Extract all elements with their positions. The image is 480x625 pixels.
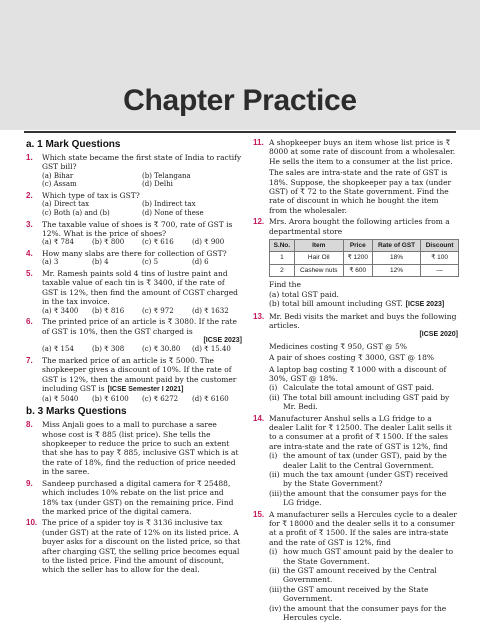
- question-text: [269, 312, 458, 331]
- question-number: 3.: [26, 219, 33, 229]
- option: (b) ₹ 308: [92, 345, 125, 354]
- item-line: A pair of shoes costing ₹ 3000, GST @ 18%: [269, 353, 435, 363]
- question-text: How many slabs are there for collection of GST?: [42, 249, 227, 258]
- question-6: [26, 317, 242, 354]
- question-number: 7.: [26, 356, 33, 366]
- option: (c) ₹ 616: [142, 238, 174, 247]
- question-text: A shopkeeper buys an item whose list price is ₹ 8000 at some rate of discount from a wholesaler. He sells the item to a consumer at the list price.: [269, 138, 456, 166]
- table-row: [270, 252, 459, 264]
- table-cell: Cashew nuts: [294, 264, 343, 276]
- section-heading-a: a. 1 Mark Questions: [26, 139, 121, 150]
- exam-tag: [ICSE 2020]: [419, 331, 458, 339]
- sub-part-label: (i): [269, 547, 278, 557]
- table-cell: 12%: [372, 264, 420, 276]
- item-line: Medicines costing ₹ 950, GST @ 5%: [269, 341, 407, 351]
- question-number: 6.: [26, 317, 33, 327]
- option: (a) ₹ 3400: [42, 306, 79, 315]
- question-text: Which state became the first state of India to ractify GST bill?: [42, 153, 242, 172]
- table-cell: ₹ 600: [343, 264, 372, 276]
- option: (a) ₹ 154: [42, 345, 74, 354]
- option: (a) ₹ 784: [42, 238, 74, 247]
- exam-tag: [ICSE 2023]: [405, 301, 445, 309]
- sub-part-i: [269, 547, 458, 566]
- articles-table: [269, 239, 459, 277]
- sub-part-text: The total bill amount including GST paid by Mr. Bedi.: [283, 392, 450, 412]
- exam-tag: [ICSE 2023]: [203, 337, 242, 345]
- sub-part-iii: [269, 585, 458, 604]
- question-number: 13.: [253, 311, 265, 321]
- title-rule: [24, 131, 456, 133]
- sub-part-text: how much GST amount paid by the dealer to the State Government.: [283, 547, 454, 566]
- question-number: 11.: [253, 138, 264, 147]
- section-heading-b: b. 3 Marks Questions: [26, 406, 127, 418]
- sub-part-text: the GST amount received by the Central Government.: [283, 566, 437, 585]
- question-13: [253, 312, 458, 412]
- option: (b) ₹ 6100: [92, 394, 129, 403]
- question-1: [26, 153, 242, 189]
- part-a: (a) total GST paid.: [269, 289, 339, 299]
- option: (d) ₹ 900: [192, 238, 225, 247]
- find-label: Find the: [269, 280, 301, 290]
- question-text: Which type of tax is GST?: [42, 191, 140, 200]
- question-12: [253, 217, 458, 309]
- question-text: [42, 356, 242, 395]
- column-header: Item: [294, 240, 343, 252]
- option: (c) Both (a) and (b): [42, 209, 110, 217]
- option: (d) 6: [192, 258, 209, 267]
- sub-part-ii: [269, 470, 458, 489]
- sub-part-text: the amount that the consumer pays for the Hercules cycle.: [283, 603, 447, 623]
- sub-part-ii: [269, 566, 458, 585]
- sub-part-i: [269, 451, 458, 470]
- question-number: 8.: [26, 420, 33, 430]
- question-text: The printed price of an article is ₹ 3080. If the rate of GST is 10%, then the GST charged is: [42, 317, 237, 336]
- question-number: 15.: [253, 509, 265, 519]
- sub-part-iii: [269, 489, 458, 508]
- question-text-body: Mr. Bedi visits the market and buys the following articles.: [269, 311, 457, 330]
- sub-part-label: (i): [269, 451, 278, 461]
- options: [42, 238, 242, 247]
- option: (b) Telangana: [142, 171, 191, 180]
- sub-part-ii: [269, 393, 458, 412]
- table-cell: Hair Oil: [294, 252, 343, 264]
- table-cell: 18%: [372, 252, 420, 264]
- question-3: [26, 220, 242, 247]
- question-text: Mrs. Arora bought the following articles from a departmental store: [269, 217, 450, 236]
- table-cell: —: [421, 264, 459, 276]
- sub-part-text: much the tax amount (under GST) received by the State Government?: [283, 470, 449, 489]
- right-column: [253, 138, 458, 625]
- option: (c) ₹ 6272: [142, 394, 179, 403]
- option: (d) ₹ 6160: [192, 394, 229, 403]
- column-header: Discount: [421, 240, 459, 252]
- item-line: A laptop bag costing ₹ 1000 with a discount of 30%, GST @ 18%.: [269, 364, 447, 383]
- option: (a) 3: [42, 258, 59, 267]
- column-header: S.No.: [270, 240, 295, 252]
- sub-part-label: (ii): [269, 470, 280, 479]
- option: (a) Bihar: [42, 171, 74, 180]
- table-cell: 1: [270, 252, 295, 264]
- column-header: Price: [343, 240, 372, 252]
- sub-part-text: the amount that the consumer pays for the LG fridge.: [283, 488, 447, 508]
- sub-part-label: (iv): [269, 603, 282, 613]
- sub-part-label: (ii): [269, 566, 280, 576]
- question-5: [26, 269, 242, 315]
- sub-part-text: the GST amount received by the State Government.: [283, 584, 429, 604]
- option: (c) ₹ 30.80: [142, 345, 181, 354]
- question-2: [26, 191, 242, 218]
- table-header-row: [270, 240, 459, 252]
- question-7: [26, 356, 242, 403]
- question-number: 9.: [26, 478, 33, 488]
- question-text: Mr. Ramesh paints sold 4 tins of lustre paint and taxable value of each tin is ₹ 3400, if the rate of GST is 12%, then find the amount of CGST charged in the tax invoice.: [42, 269, 238, 307]
- left-column: [26, 138, 242, 577]
- question-number: 14.: [253, 413, 265, 423]
- options: [42, 172, 242, 189]
- option: (c) Assam: [42, 180, 77, 189]
- question-number: 2.: [26, 191, 33, 200]
- question-text: The taxable value of shoes is ₹ 700, rate of GST is 12%. What is the price of shoes?: [42, 219, 233, 238]
- option: (d) ₹ 15.40: [192, 345, 231, 354]
- options: [42, 200, 242, 217]
- question-text: Manufacturer Anshul sells a LG fridge to a dealer Lalit for ₹ 12500. The dealer Lalit sells it to a consumer at a profit of ₹ 1500. If the sales are intra-state and the rate of GST is 12%, find: [269, 413, 452, 451]
- option: (d) Delhi: [142, 180, 173, 189]
- option: (b) ₹ 816: [92, 306, 125, 315]
- part-b-text: (b) total bill amount including GST.: [269, 299, 403, 309]
- question-number: 4.: [26, 249, 33, 258]
- question-8: [26, 420, 242, 476]
- options: [42, 258, 242, 267]
- options: [42, 395, 242, 404]
- question-text-continued: The sales are intra-state and the rate of GST is 18%. Suppose, the shopkeeper pay a tax (under GST) of ₹ 72 to the State government. Find the rate of discount in which he bought the item from the wholesaler.: [269, 168, 452, 215]
- options: [42, 345, 242, 354]
- option: (b) Indirect tax: [142, 200, 196, 209]
- sub-part-label: (i): [269, 383, 278, 393]
- table-cell: ₹ 1200: [343, 252, 372, 264]
- part-b: [269, 299, 458, 309]
- option: (b) ₹ 800: [92, 238, 125, 247]
- question-text: Miss Anjali goes to a mall to purchase a saree whose cost is ₹ 885 (list price). She tells the shopkeeper to reduce the price to such an extent that she has to pay ₹ 885, inclusive GST which is at the rate of 18%, find the reduction of price needed in the saree.: [42, 420, 239, 477]
- question-15: [253, 510, 458, 623]
- question-11: [253, 138, 458, 215]
- sub-part-iv: [269, 604, 458, 623]
- sub-part-label: (iii): [269, 584, 283, 594]
- question-number: 12.: [253, 217, 265, 227]
- question-9: [26, 479, 242, 517]
- question-4: [26, 249, 242, 267]
- option: (a) ₹ 5040: [42, 394, 79, 403]
- sub-part-text: the amount of tax (under GST), paid by the dealer Lalit to the Central Government.: [283, 451, 447, 470]
- option: (b) 4: [92, 258, 109, 267]
- sub-part-label: (iii): [269, 488, 283, 498]
- page-title: Chapter Practice: [123, 84, 357, 117]
- table-cell: 2: [270, 264, 295, 276]
- question-number: 10.: [26, 518, 38, 528]
- option: (d) ₹ 1632: [192, 306, 229, 315]
- question-number: 5.: [26, 269, 33, 278]
- column-header: Rate of GST: [372, 240, 420, 252]
- question-10: [26, 518, 242, 574]
- sub-part-label: (ii): [269, 392, 280, 402]
- question-text: A manufacturer sells a Hercules cycle to a dealer for ₹ 18000 and the dealer sells it to a consumer at a profit of ₹ 1500. If the sales are intra-state and the rate of GST is 12%, find: [269, 509, 457, 547]
- option: (c) 5: [142, 258, 159, 267]
- exam-tag: [ICSE Semester I 2021]: [107, 386, 184, 394]
- option: (a) Direct tax: [42, 200, 90, 209]
- question-14: [253, 414, 458, 508]
- sub-part-i: [269, 383, 458, 392]
- table-row: [270, 264, 459, 276]
- question-text: The price of a spider toy is ₹ 3136 inclusive tax (under GST) at the rate of 12% on its listed price. A buyer asks for a discount on the listed price, so that after charging GST, the selling price becomes equal to the listed price. Find the amount of discount, which the seller has to allow for the deal.: [42, 518, 241, 575]
- table-cell: ₹ 100: [421, 252, 459, 264]
- question-number: 1.: [26, 153, 33, 162]
- option: (d) None of these: [142, 209, 204, 217]
- question-text: Sandeep purchased a digital camera for ₹ 25488, which includes 10% rebate on the list price and 18% tax (under GST) on the remaining price. Find the marked price of the digital camera.: [42, 478, 234, 516]
- question-text-body: The marked price of an article is ₹ 5000. The shopkeeper gives a discount of 10%. If the rate of GST is 12%, then the amount paid by the customer including GST is: [42, 356, 237, 394]
- option: (c) ₹ 972: [142, 306, 174, 315]
- options: [42, 307, 242, 316]
- sub-part-text: Calculate the total amount of GST paid.: [283, 383, 435, 393]
